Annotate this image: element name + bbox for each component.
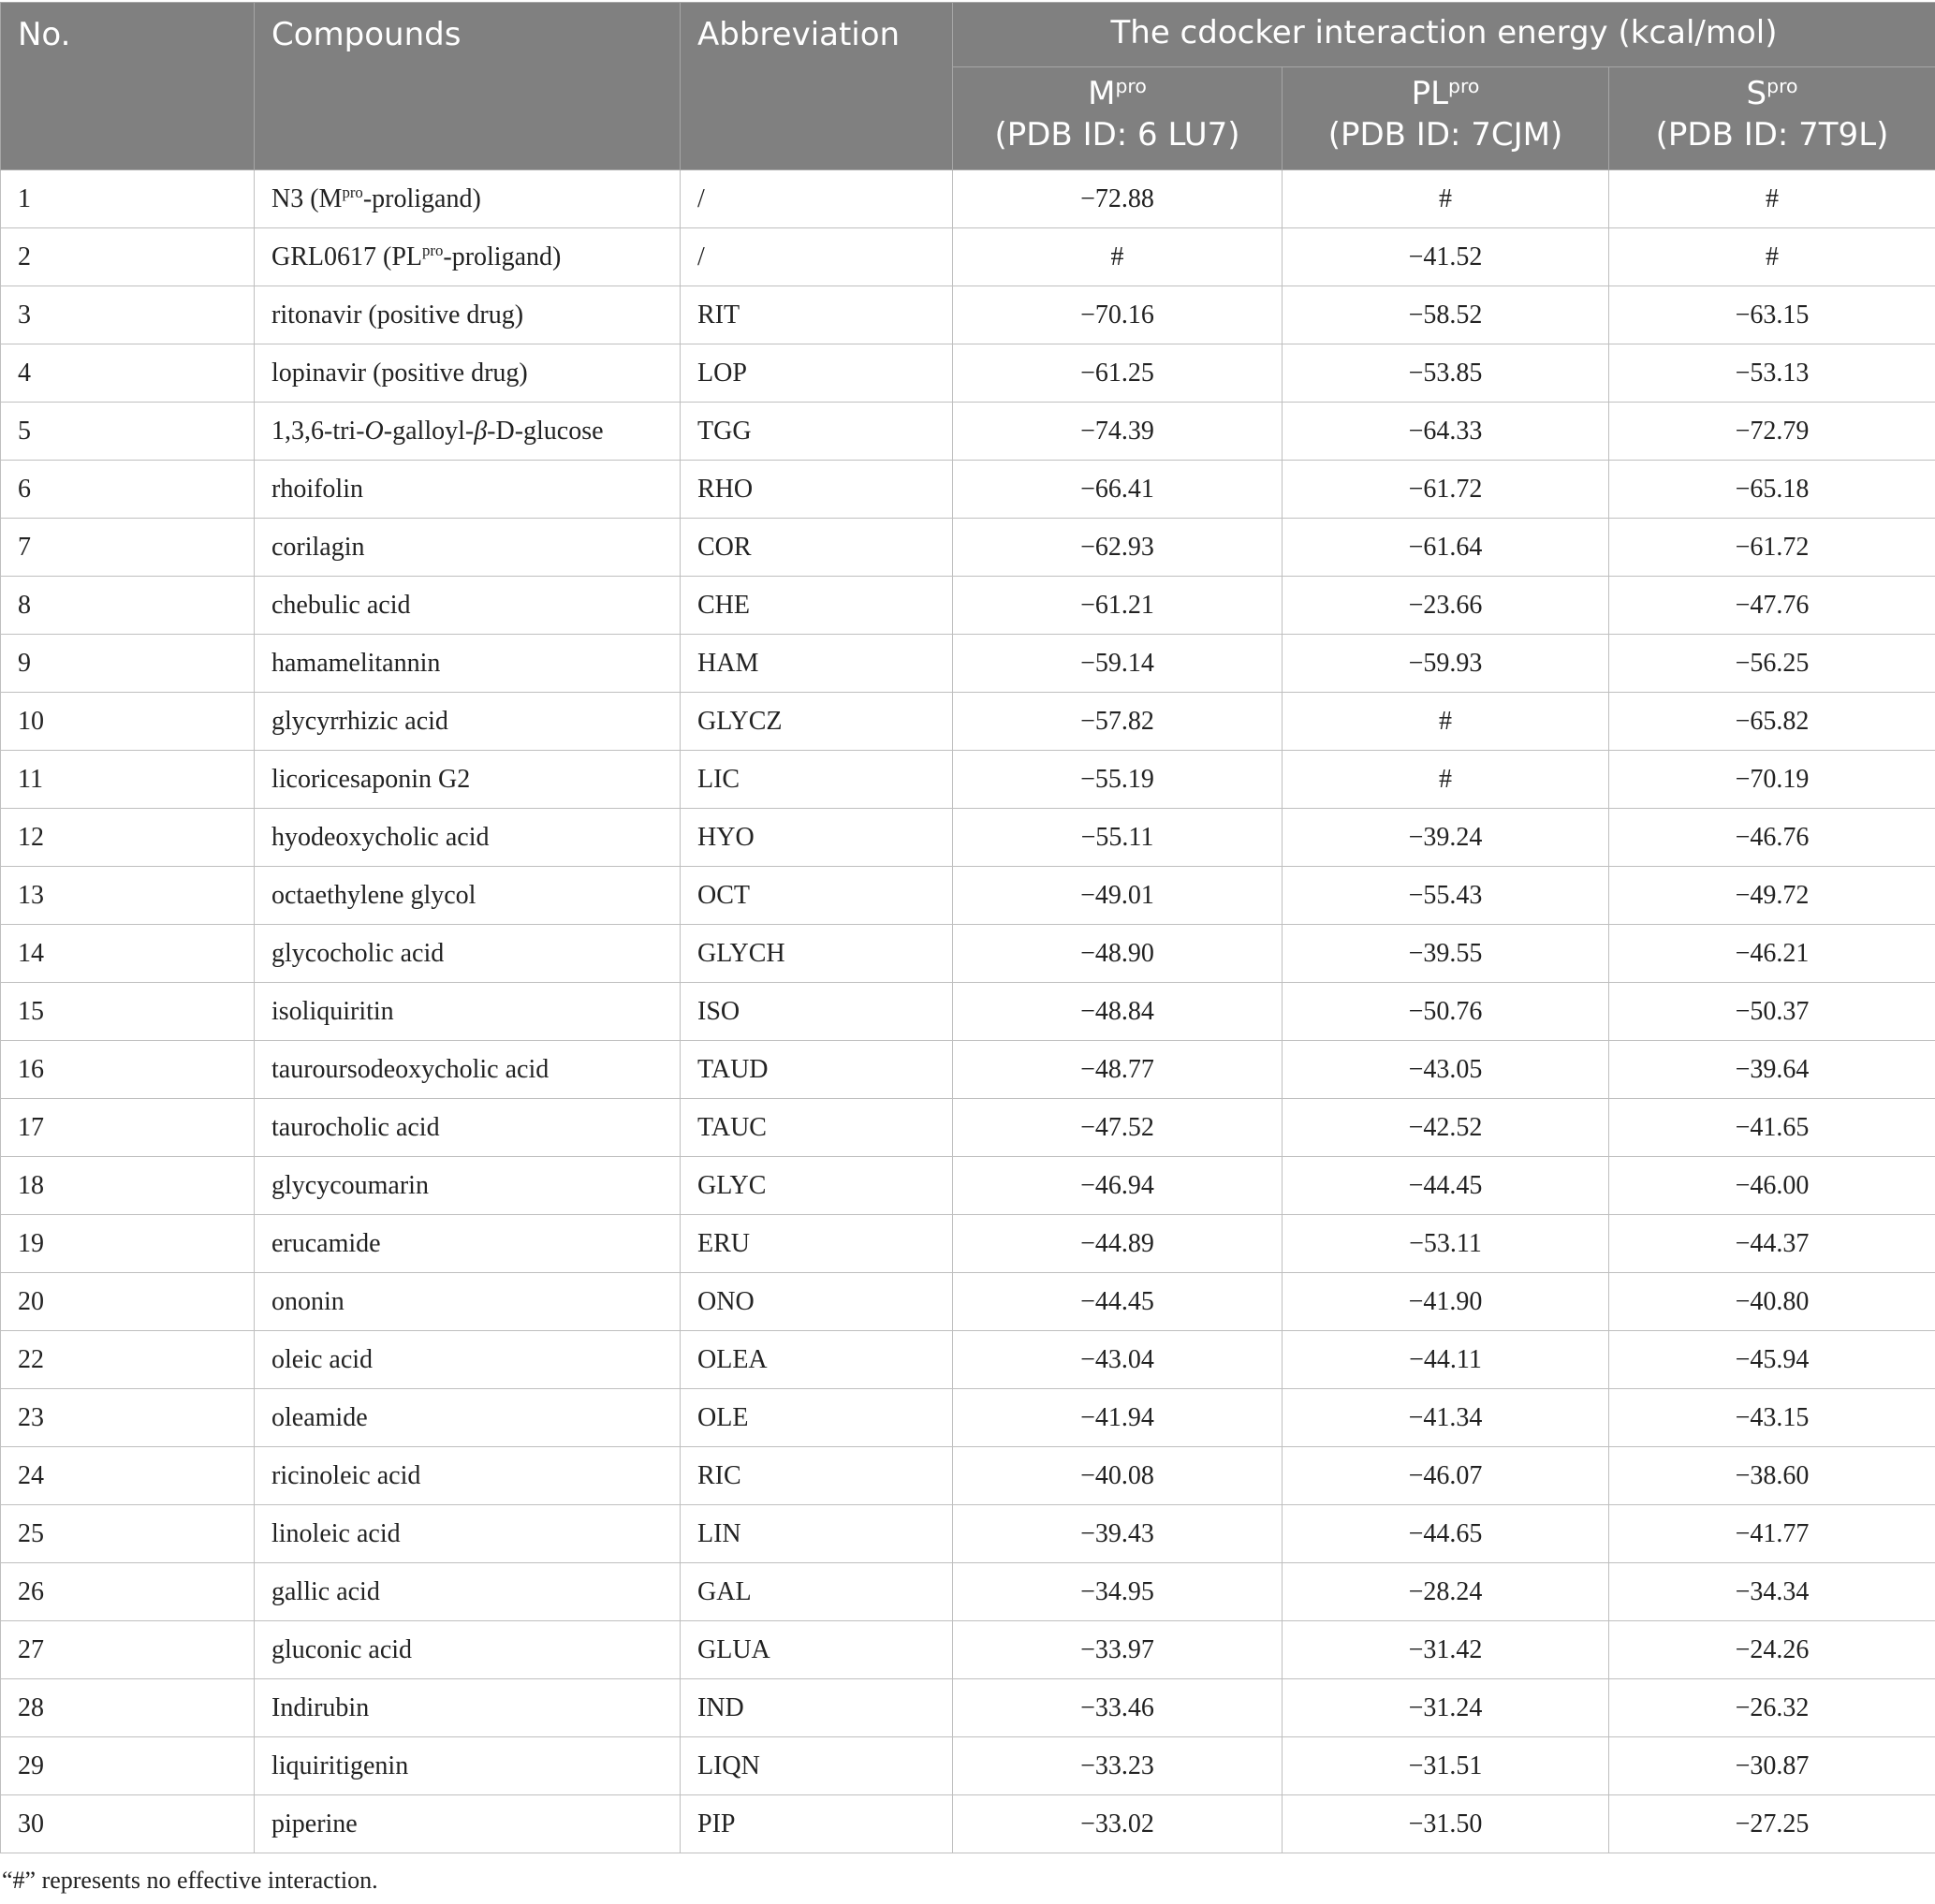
table-row <box>1 1679 1935 1737</box>
cell-abbreviation: CHE <box>681 577 953 635</box>
cell-plpro-energy: −23.66 <box>1283 577 1609 635</box>
header-target-spro <box>1609 67 1935 170</box>
cell-abbreviation: GLYCH <box>681 925 953 983</box>
cell-no: 16 <box>1 1041 255 1099</box>
table-row <box>1 344 1935 403</box>
cell-abbreviation: LIN <box>681 1505 953 1563</box>
cell-compound: ricinoleic acid <box>255 1447 681 1505</box>
cell-mpro-energy: −33.02 <box>953 1795 1283 1853</box>
cell-compound: octaethylene glycol <box>255 867 681 925</box>
cell-spro-energy: −65.82 <box>1609 693 1935 751</box>
cell-no: 8 <box>1 577 255 635</box>
target-pdb: (PDB ID: 7T9L) <box>1655 116 1889 154</box>
cell-compound: 1,3,6-tri-O-galloyl-β-D-glucose <box>255 403 681 461</box>
cell-abbreviation: ONO <box>681 1273 953 1331</box>
cell-mpro-energy: −55.19 <box>953 751 1283 809</box>
cell-mpro-energy: −61.25 <box>953 344 1283 403</box>
cell-plpro-energy: −31.51 <box>1283 1737 1609 1795</box>
cell-compound: rhoifolin <box>255 461 681 519</box>
table-row <box>1 1795 1935 1853</box>
table-container <box>0 2 1935 1853</box>
cell-abbreviation: GLUA <box>681 1621 953 1679</box>
cell-spro-energy: −41.77 <box>1609 1505 1935 1563</box>
cell-plpro-energy: −53.85 <box>1283 344 1609 403</box>
table-row <box>1 228 1935 286</box>
target-sup: pro <box>1766 74 1798 97</box>
cell-plpro-energy: −39.24 <box>1283 809 1609 867</box>
cell-no: 29 <box>1 1737 255 1795</box>
cell-mpro-energy: −70.16 <box>953 286 1283 344</box>
cell-mpro-energy: −74.39 <box>953 403 1283 461</box>
cell-plpro-energy: # <box>1283 693 1609 751</box>
table-row <box>1 519 1935 577</box>
cell-no: 14 <box>1 925 255 983</box>
cell-mpro-energy: −39.43 <box>953 1505 1283 1563</box>
cell-compound: ritonavir (positive drug) <box>255 286 681 344</box>
cell-abbreviation: OCT <box>681 867 953 925</box>
cell-spro-energy: # <box>1609 228 1935 286</box>
cell-spro-energy: −46.00 <box>1609 1157 1935 1215</box>
cell-plpro-energy: −59.93 <box>1283 635 1609 693</box>
cell-abbreviation: ISO <box>681 983 953 1041</box>
cell-no: 1 <box>1 170 255 228</box>
header-compounds: Compounds <box>255 3 681 170</box>
cell-plpro-energy: −46.07 <box>1283 1447 1609 1505</box>
cell-spro-energy: −44.37 <box>1609 1215 1935 1273</box>
cell-abbreviation: LOP <box>681 344 953 403</box>
cell-abbreviation: TAUC <box>681 1099 953 1157</box>
cell-plpro-energy: −44.45 <box>1283 1157 1609 1215</box>
cell-compound: isoliquiritin <box>255 983 681 1041</box>
cell-no: 2 <box>1 228 255 286</box>
cell-compound: licoricesaponin G2 <box>255 751 681 809</box>
cell-compound: linoleic acid <box>255 1505 681 1563</box>
header-energy-group: The cdocker interaction energy (kcal/mol) <box>953 3 1935 67</box>
cell-no: 17 <box>1 1099 255 1157</box>
table-row <box>1 809 1935 867</box>
cell-no: 15 <box>1 983 255 1041</box>
cell-plpro-energy: −44.11 <box>1283 1331 1609 1389</box>
table-row <box>1 286 1935 344</box>
target-name: S <box>1746 75 1767 112</box>
cell-abbreviation: GLYC <box>681 1157 953 1215</box>
cell-compound: piperine <box>255 1795 681 1853</box>
cell-plpro-energy: # <box>1283 751 1609 809</box>
table-row <box>1 577 1935 635</box>
cell-spro-energy: −34.34 <box>1609 1563 1935 1621</box>
cell-compound: ononin <box>255 1273 681 1331</box>
cell-compound: glycocholic acid <box>255 925 681 983</box>
cell-plpro-energy: −31.42 <box>1283 1621 1609 1679</box>
target-sup: pro <box>1448 74 1480 97</box>
cell-compound: oleamide <box>255 1389 681 1447</box>
target-name: M <box>1088 75 1116 112</box>
cell-spro-energy: −50.37 <box>1609 983 1935 1041</box>
cell-compound: oleic acid <box>255 1331 681 1389</box>
cell-abbreviation: HAM <box>681 635 953 693</box>
table-body <box>1 170 1935 1853</box>
cell-plpro-energy: −55.43 <box>1283 867 1609 925</box>
table-row <box>1 751 1935 809</box>
cell-mpro-energy: −43.04 <box>953 1331 1283 1389</box>
cell-spro-energy: −56.25 <box>1609 635 1935 693</box>
cell-no: 18 <box>1 1157 255 1215</box>
cell-spro-energy: −41.65 <box>1609 1099 1935 1157</box>
cell-no: 4 <box>1 344 255 403</box>
cell-plpro-energy: −61.72 <box>1283 461 1609 519</box>
cell-spro-energy: −49.72 <box>1609 867 1935 925</box>
table-row <box>1 635 1935 693</box>
cell-abbreviation: GLYCZ <box>681 693 953 751</box>
cell-compound: gallic acid <box>255 1563 681 1621</box>
cell-compound: tauroursodeoxycholic acid <box>255 1041 681 1099</box>
cell-spro-energy: −27.25 <box>1609 1795 1935 1853</box>
cell-spro-energy: −40.80 <box>1609 1273 1935 1331</box>
cell-plpro-energy: −31.24 <box>1283 1679 1609 1737</box>
table-row <box>1 1447 1935 1505</box>
header-target-mpro <box>953 67 1283 170</box>
cell-mpro-energy: # <box>953 228 1283 286</box>
cell-abbreviation: RIC <box>681 1447 953 1505</box>
cell-no: 28 <box>1 1679 255 1737</box>
cell-abbreviation: GAL <box>681 1563 953 1621</box>
cell-mpro-energy: −33.97 <box>953 1621 1283 1679</box>
cell-spro-energy: −70.19 <box>1609 751 1935 809</box>
cell-spro-energy: −72.79 <box>1609 403 1935 461</box>
cell-plpro-energy: −39.55 <box>1283 925 1609 983</box>
cell-abbreviation: LIC <box>681 751 953 809</box>
cell-mpro-energy: −57.82 <box>953 693 1283 751</box>
cell-compound: gluconic acid <box>255 1621 681 1679</box>
table-row <box>1 403 1935 461</box>
cell-plpro-energy: −42.52 <box>1283 1099 1609 1157</box>
cell-no: 6 <box>1 461 255 519</box>
cell-no: 23 <box>1 1389 255 1447</box>
cell-compound: lopinavir (positive drug) <box>255 344 681 403</box>
cell-mpro-energy: −66.41 <box>953 461 1283 519</box>
cell-abbreviation: TAUD <box>681 1041 953 1099</box>
cell-no: 3 <box>1 286 255 344</box>
table-row <box>1 1157 1935 1215</box>
cell-compound: glycyrrhizic acid <box>255 693 681 751</box>
cell-no: 7 <box>1 519 255 577</box>
cell-abbreviation: RHO <box>681 461 953 519</box>
cell-no: 30 <box>1 1795 255 1853</box>
cell-plpro-energy: −64.33 <box>1283 403 1609 461</box>
cell-compound: hyodeoxycholic acid <box>255 809 681 867</box>
cell-spro-energy: −61.72 <box>1609 519 1935 577</box>
cell-mpro-energy: −48.90 <box>953 925 1283 983</box>
table-row <box>1 925 1935 983</box>
cell-plpro-energy: −44.65 <box>1283 1505 1609 1563</box>
cell-abbreviation: PIP <box>681 1795 953 1853</box>
cell-mpro-energy: −49.01 <box>953 867 1283 925</box>
cell-spro-energy: −26.32 <box>1609 1679 1935 1737</box>
cell-mpro-energy: −33.23 <box>953 1737 1283 1795</box>
target-pdb: (PDB ID: 6 LU7) <box>994 116 1240 154</box>
cell-spro-energy: −46.21 <box>1609 925 1935 983</box>
cell-spro-energy: −24.26 <box>1609 1621 1935 1679</box>
cell-no: 10 <box>1 693 255 751</box>
cell-spro-energy: −65.18 <box>1609 461 1935 519</box>
cell-plpro-energy: −41.52 <box>1283 228 1609 286</box>
cell-no: 12 <box>1 809 255 867</box>
cell-abbreviation: LIQN <box>681 1737 953 1795</box>
cell-compound: glycycoumarin <box>255 1157 681 1215</box>
cell-compound: Indirubin <box>255 1679 681 1737</box>
cell-no: 27 <box>1 1621 255 1679</box>
cell-abbreviation: RIT <box>681 286 953 344</box>
cell-mpro-energy: −62.93 <box>953 519 1283 577</box>
cell-abbreviation: IND <box>681 1679 953 1737</box>
table-row <box>1 461 1935 519</box>
docking-energy-table <box>0 2 1935 1853</box>
cell-compound: chebulic acid <box>255 577 681 635</box>
cell-no: 20 <box>1 1273 255 1331</box>
cell-mpro-energy: −55.11 <box>953 809 1283 867</box>
cell-spro-energy: # <box>1609 170 1935 228</box>
cell-no: 19 <box>1 1215 255 1273</box>
target-name: PL <box>1411 75 1449 112</box>
cell-spro-energy: −63.15 <box>1609 286 1935 344</box>
cell-mpro-energy: −48.77 <box>953 1041 1283 1099</box>
cell-plpro-energy: −31.50 <box>1283 1795 1609 1853</box>
table-row <box>1 1215 1935 1273</box>
table-row <box>1 1563 1935 1621</box>
cell-abbreviation: TGG <box>681 403 953 461</box>
cell-compound: taurocholic acid <box>255 1099 681 1157</box>
cell-spro-energy: −46.76 <box>1609 809 1935 867</box>
cell-spro-energy: −38.60 <box>1609 1447 1935 1505</box>
header-abbreviation: Abbreviation <box>681 3 953 170</box>
table-row <box>1 1099 1935 1157</box>
cell-spro-energy: −45.94 <box>1609 1331 1935 1389</box>
table-row <box>1 1737 1935 1795</box>
cell-abbreviation: / <box>681 228 953 286</box>
cell-abbreviation: COR <box>681 519 953 577</box>
table-row <box>1 1621 1935 1679</box>
cell-plpro-energy: −50.76 <box>1283 983 1609 1041</box>
table-row <box>1 983 1935 1041</box>
table-row <box>1 1041 1935 1099</box>
table-row <box>1 1331 1935 1389</box>
cell-compound: N3 $(M^{pro}-proligand)$ <box>255 170 681 228</box>
cell-plpro-energy: −28.24 <box>1283 1563 1609 1621</box>
cell-mpro-energy: −72.88 <box>953 170 1283 228</box>
cell-plpro-energy: −41.90 <box>1283 1273 1609 1331</box>
cell-spro-energy: −53.13 <box>1609 344 1935 403</box>
table-row <box>1 867 1935 925</box>
cell-plpro-energy: −43.05 <box>1283 1041 1609 1099</box>
cell-abbreviation: OLEA <box>681 1331 953 1389</box>
table-header <box>1 3 1935 170</box>
cell-no: 11 <box>1 751 255 809</box>
header-no: No. <box>1 3 255 170</box>
cell-abbreviation: / <box>681 170 953 228</box>
cell-plpro-energy: −58.52 <box>1283 286 1609 344</box>
cell-spro-energy: −47.76 <box>1609 577 1935 635</box>
cell-plpro-energy: −41.34 <box>1283 1389 1609 1447</box>
cell-mpro-energy: −34.95 <box>953 1563 1283 1621</box>
cell-mpro-energy: −59.14 <box>953 635 1283 693</box>
table-row <box>1 693 1935 751</box>
cell-mpro-energy: −41.94 <box>953 1389 1283 1447</box>
footnote: “#” represents no effective interaction. <box>2 1867 378 1894</box>
cell-plpro-energy: # <box>1283 170 1609 228</box>
table-row <box>1 1505 1935 1563</box>
table-row <box>1 1389 1935 1447</box>
cell-spro-energy: −30.87 <box>1609 1737 1935 1795</box>
cell-compound: erucamide <box>255 1215 681 1273</box>
cell-mpro-energy: −44.45 <box>953 1273 1283 1331</box>
cell-plpro-energy: −61.64 <box>1283 519 1609 577</box>
cell-abbreviation: HYO <box>681 809 953 867</box>
cell-plpro-energy: −53.11 <box>1283 1215 1609 1273</box>
cell-compound: hamamelitannin <box>255 635 681 693</box>
cell-mpro-energy: −33.46 <box>953 1679 1283 1737</box>
cell-compound: liquiritigenin <box>255 1737 681 1795</box>
cell-mpro-energy: −44.89 <box>953 1215 1283 1273</box>
cell-spro-energy: −43.15 <box>1609 1389 1935 1447</box>
cell-no: 26 <box>1 1563 255 1621</box>
header-target-plpro <box>1283 67 1609 170</box>
cell-abbreviation: OLE <box>681 1389 953 1447</box>
cell-mpro-energy: −48.84 <box>953 983 1283 1041</box>
cell-no: 9 <box>1 635 255 693</box>
cell-mpro-energy: −40.08 <box>953 1447 1283 1505</box>
target-sup: pro <box>1115 74 1147 97</box>
cell-no: 22 <box>1 1331 255 1389</box>
cell-no: 5 <box>1 403 255 461</box>
cell-no: 13 <box>1 867 255 925</box>
target-pdb: (PDB ID: 7CJM) <box>1327 116 1563 154</box>
cell-mpro-energy: −47.52 <box>953 1099 1283 1157</box>
cell-no: 25 <box>1 1505 255 1563</box>
cell-abbreviation: ERU <box>681 1215 953 1273</box>
table-row <box>1 170 1935 228</box>
cell-spro-energy: −39.64 <box>1609 1041 1935 1099</box>
cell-compound: corilagin <box>255 519 681 577</box>
cell-mpro-energy: −46.94 <box>953 1157 1283 1215</box>
cell-compound: GRL0617 $(PL^{pro}-proligand)$ <box>255 228 681 286</box>
cell-no: 24 <box>1 1447 255 1505</box>
cell-mpro-energy: −61.21 <box>953 577 1283 635</box>
table-row <box>1 1273 1935 1331</box>
